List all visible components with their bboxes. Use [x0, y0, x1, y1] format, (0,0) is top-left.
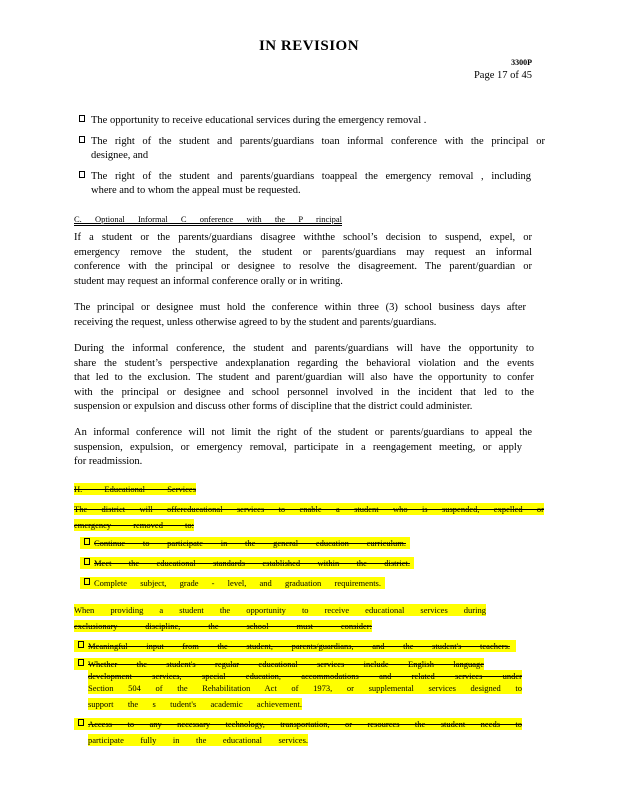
bullet-box-icon	[75, 170, 89, 199]
paragraph-line: The district will offereducational services to enable a student who is suspended, expelled or	[74, 504, 544, 514]
consider-bullet-1	[74, 640, 516, 652]
paragraph-line: If a student or the parents/guardians disagree withthe school’s decision to suspend, expel, or	[74, 232, 532, 243]
document-title: IN REVISION	[258, 38, 360, 54]
paragraph-line: share the student’s perspective andexplanation regarding the behavioral violation and the events	[74, 357, 534, 369]
page-number: Page 17 of 45	[473, 70, 532, 81]
paragraph-line: During the informal conference, the student and parents/guardians will have the opportunity to	[74, 343, 534, 354]
bullet-box-icon	[75, 114, 89, 129]
section-h-intro	[74, 503, 544, 533]
bullet-line: Access to any necessary technology, transportation, or resources the student needs to	[88, 719, 522, 729]
section-h-bullet-2	[80, 557, 414, 569]
paragraph-line: exclusionary discipline, the school must consider:	[74, 621, 372, 631]
bullet-line: The right of the student and parents/guardians toappeal the emergency removal , including	[91, 170, 531, 182]
section-h-consider-list	[74, 640, 534, 748]
section-h-bullet-list	[80, 537, 420, 589]
section-c-para-1	[74, 231, 532, 289]
rights-bullet-1	[75, 114, 545, 129]
paragraph-line: receiving the request, unless otherwise agreed to by the student and parents/guardians.	[74, 316, 437, 328]
bullet-box-icon	[80, 577, 94, 589]
section-h-heading: H. Educational Services	[74, 484, 196, 494]
paragraph-line: emergency removed to:	[74, 520, 194, 530]
bullet-box-icon	[80, 557, 94, 569]
bullet-line: The opportunity to receive educational services during the emergency removal .	[91, 115, 427, 126]
bullet-box-icon	[74, 640, 88, 652]
paragraph-line: student may request an informal conference orally or in writing.	[74, 275, 343, 287]
section-h-consider	[74, 604, 486, 634]
paragraph-line: When providing a student the opportunity to receive educational services during	[74, 605, 486, 615]
bullet-box-icon	[80, 537, 94, 549]
bullet-line: The right of the student and parents/guardians toan informal conference with the principal or	[91, 135, 545, 147]
paragraph-line: An informal conference will not limit the right of the student or parents/guardians to appeal the	[74, 427, 532, 438]
section-h-bullet-3	[80, 577, 385, 589]
bullet-line: Whether the student's regular educational services include English language	[88, 659, 484, 669]
bullet-line: Meaningful input from the student, parents/guardians, and the student's teachers.	[88, 641, 510, 651]
paragraph-line: with the principal or designee and school personnel involved in the incident that led to the	[74, 386, 534, 398]
paragraph-line: emergency remove the student, the student or parents/guardians may request an informal	[74, 246, 532, 258]
paragraph-line: suspension or expulsion and discuss other forms of discipline that the district could administer.	[74, 401, 473, 413]
bullet-box-icon	[74, 658, 88, 670]
consider-bullet-2	[74, 658, 534, 712]
paragraph-line: for readmission.	[74, 456, 143, 468]
bullet-line: designee, and	[91, 150, 149, 162]
bullet-line: where and to whom the appeal must be requested.	[91, 185, 301, 197]
paragraph-line: The principal or designee must hold the conference within three (3) school business days after	[74, 302, 526, 313]
bullet-box-icon	[75, 135, 89, 164]
bullet-text: Continue to participate in the general education curriculum.	[94, 538, 406, 548]
bullet-line: participate fully in the educational services.	[88, 735, 308, 745]
section-c-para-2	[74, 301, 526, 330]
rights-bullet-3	[75, 170, 545, 199]
bullet-line: support the s tudent's academic achievement.	[88, 699, 302, 709]
rights-bullet-2	[75, 135, 545, 164]
consider-bullet-3	[74, 718, 534, 748]
section-h-bullet-1	[80, 537, 410, 549]
bullet-line: development services, special education, accommodations and related services under	[88, 671, 522, 681]
section-c-para-3	[74, 342, 534, 415]
rights-bullet-list	[75, 114, 545, 199]
section-c-para-4	[74, 426, 532, 470]
paragraph-line: that led to the exclusion. The student and parent/guardian will also have the opportunity to confer	[74, 372, 534, 384]
bullet-text: Meet the educational standards established within the district.	[94, 558, 410, 568]
paragraph-line: conference with the principal or designee to resolve the disagreement. The parent/guardian or	[74, 261, 532, 273]
bullet-box-icon	[74, 718, 88, 730]
bullet-text: Complete subject, grade - level, and graduation requirements.	[94, 578, 381, 588]
section-c-heading: C. Optional Informal C onference with the P rincipal	[74, 214, 342, 224]
policy-number: 3300P	[511, 58, 532, 67]
paragraph-line: suspension, expulsion, or emergency removal, participate in a reengagement meeting, or apply	[74, 441, 522, 453]
bullet-line: Section 504 of the Rehabilitation Act of 1973, or supplemental services designed to	[88, 683, 522, 693]
